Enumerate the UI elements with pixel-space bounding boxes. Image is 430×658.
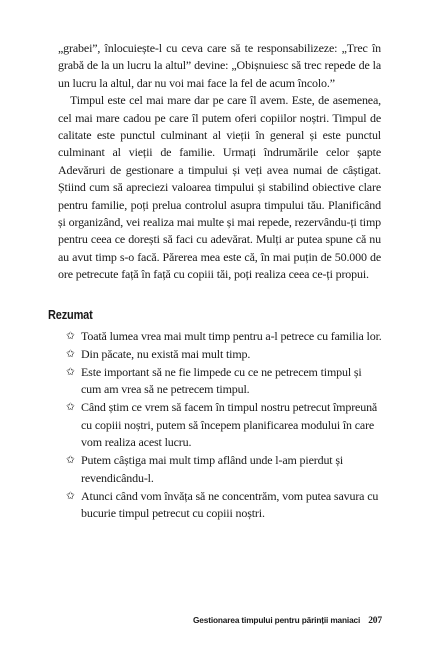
summary-item-text: Din păcate, nu există mai mult timp. bbox=[81, 347, 251, 361]
star-outline-icon: ✩ bbox=[66, 401, 75, 414]
star-outline-icon: ✩ bbox=[66, 489, 75, 502]
summary-item bbox=[66, 364, 384, 399]
summary-item bbox=[66, 399, 384, 451]
summary-item-text: Când știm ce vrem să facem în timpul nostru petrecut împreună cu copiii noștri, putem să începem planificarea modului în care vom realiza acest lucru. bbox=[81, 400, 378, 450]
paragraph: „grabei”, înlocuiește-l cu ceva care să te responsabilizeze: „Trec în grabă de la un lucru la altul” devine: „Obișnuiesc să trec repede de la un lucru la altul, dar nu voi mai face la fel de acum încolo.” bbox=[58, 41, 381, 90]
paragraph: Timpul este cel mai mare dar pe care îl avem. Este, de asemenea, cel mai mare cadou pe care îl putem oferi copiilor noștri. Timpul de calitate este punctul culminant al vieții în general și este punctul culminant al vieții de familie. Urmați îndrumările celor șapte Adevăruri de gestionare a timpului și veți avea numai de câștigat. Știind cum să apreciezi valoarea timpului și stabilind obiective clare pentru familie, poți prelua controlul asupra timpului tău. Planificând și organizând, vei realiza mai multe și mai repede, rezervându-ți timp pentru ceea ce dorești să faci cu adevărat. Mulți ar putea spune că nu au avut timp s-o facă. Părerea mea este că, în mai puțin de 50.000 de ore petrecute față în față cu copiii tăi, poți realiza ceea ce-ți propui. bbox=[58, 93, 381, 282]
summary-item-text: Toată lumea vrea mai mult timp pentru a-l petrece cu familia lor. bbox=[81, 329, 382, 343]
star-outline-icon: ✩ bbox=[66, 330, 75, 342]
summary-item bbox=[66, 346, 384, 363]
summary-item-text: Este important să ne fie limpede cu ce ne petrecem timpul și cum am vrea să ne petrecem timpul. bbox=[81, 365, 362, 397]
body-text bbox=[58, 40, 381, 284]
page-footer bbox=[193, 615, 382, 626]
summary-item-text: Putem câștiga mai mult timp aflând unde l-am pierdut și revendicându-l. bbox=[81, 453, 344, 485]
summary-list bbox=[66, 328, 384, 523]
star-outline-icon: ✩ bbox=[66, 454, 75, 467]
summary-item-text: Atunci când vom învăța să ne concentrăm, vom putea savura cu bucurie timpul petrecut cu copiii noștri. bbox=[81, 488, 379, 521]
summary-item bbox=[66, 488, 384, 523]
summary-heading: Rezumat bbox=[48, 308, 93, 322]
running-title: Gestionarea timpului pentru părinții maniaci bbox=[192, 615, 361, 625]
summary-item bbox=[66, 328, 384, 345]
star-outline-icon: ✩ bbox=[66, 366, 75, 378]
summary-item bbox=[66, 452, 384, 487]
page-number: 207 bbox=[368, 616, 382, 626]
star-outline-icon: ✩ bbox=[66, 348, 75, 360]
